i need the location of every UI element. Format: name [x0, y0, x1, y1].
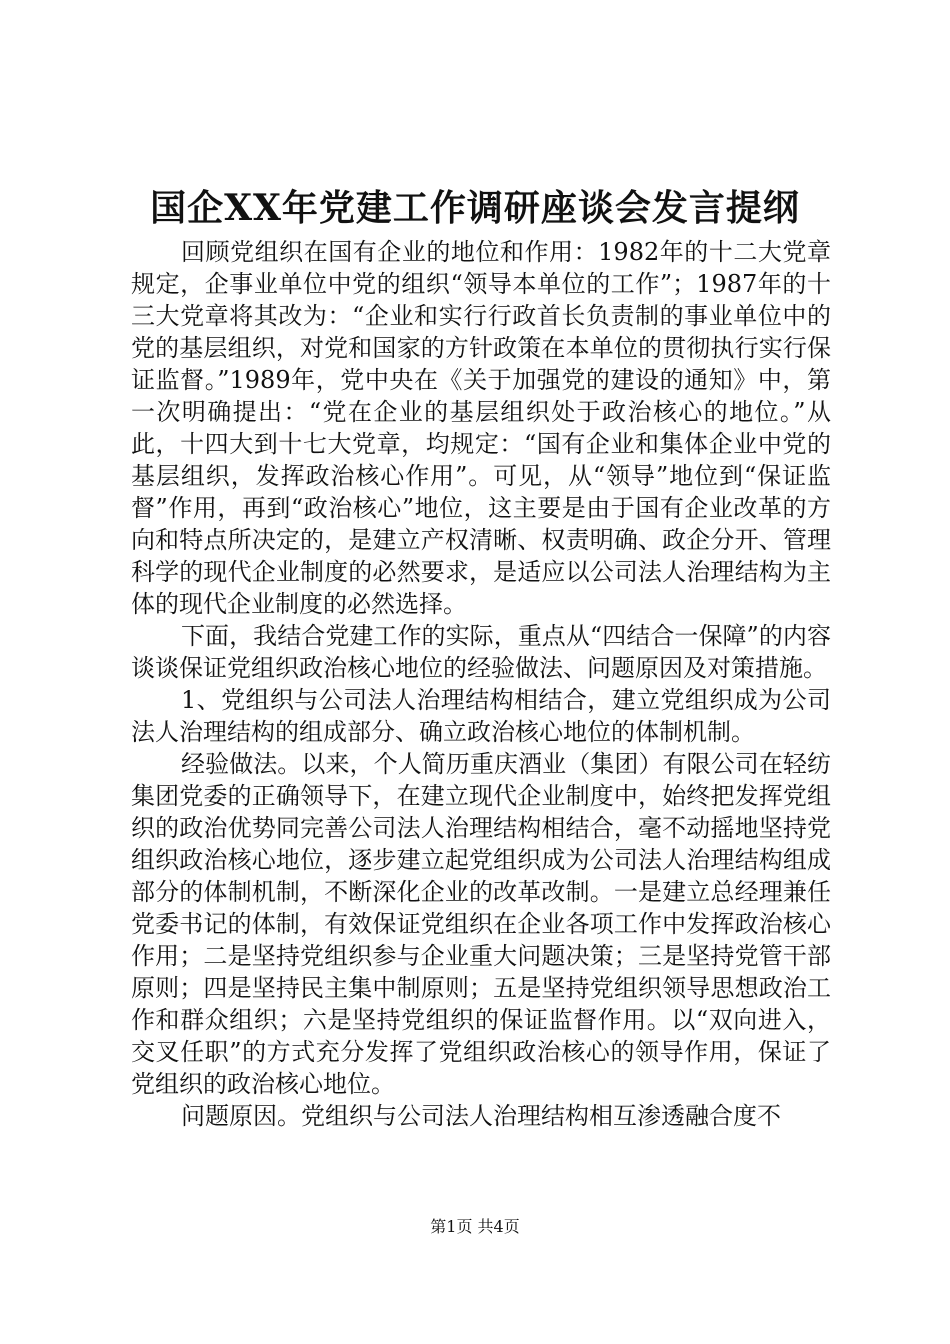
document-body — [131, 236, 831, 1132]
paragraph-point-1: 1、党组织与公司法人治理结构相结合，建立党组织成为公司法人治理结构的组成部分、确立政治核心地位的体制机制。 — [131, 686, 831, 746]
paragraph-problem: 问题原因。党组织与公司法人治理结构相互渗透融合度不 — [181, 1102, 781, 1130]
document-title: 国企XX年党建工作调研座谈会发言提纲 — [150, 187, 800, 229]
paragraph-intro: 下面，我结合党建工作的实际，重点从“四结合一保障”的内容谈谈保证党组织政治核心地位的经验做法、问题原因及对策措施。 — [131, 622, 831, 682]
page-number-footer: 第1页 共4页 — [430, 1217, 520, 1236]
paragraph-experience: 经验做法。以来，个人简历重庆酒业（集团）有限公司在轻纺集团党委的正确领导下，在建立现代企业制度中，始终把发挥党组织的政治优势同完善公司法人治理结构相结合，毫不动摇地坚持党组织政治核心地位，逐步建立起党组织成为公司法人治理结构组成部分的体制机制，不断深化企业的改革改制。一是建立总经理兼任党委书记的体制，有效保证党组织在企业各项工作中发挥政治核心作用；二是坚持党组织参与企业重大问题决策；三是坚持党管干部原则；四是坚持民主集中制原则；五是坚持党组织领导思想政治工作和群众组织；六是坚持党组织的保证监督作用。以“双向进入，交叉任职”的方式充分发挥了党组织政治核心的领导作用，保证了党组织的政治核心地位。 — [131, 750, 831, 1098]
paragraph-review: 回顾党组织在国有企业的地位和作用：1982年的十二大党章规定，企事业单位中党的组织“领导本单位的工作”；1987年的十三大党章将其改为：“企业和实行行政首长负责制的事业单位中的党的基层组织，对党和国家的方针政策在本单位的贯彻执行实行保证监督。”1989年，党中央在《关于加强党的建设的通知》中，第一次明确提出：“党在企业的基层组织处于政治核心的地位。”从此，十四大到十七大党章，均规定：“国有企业和集体企业中党的基层组织，发挥政治核心作用”。可见，从“领导”地位到“保证监督”作用，再到“政治核心”地位，这主要是由于国有企业改革的方向和特点所决定的，是建立产权清晰、权责明确、政企分开、管理科学的现代企业制度的必然要求，是适应以公司法人治理结构为主体的现代企业制度的必然选择。 — [131, 238, 831, 618]
